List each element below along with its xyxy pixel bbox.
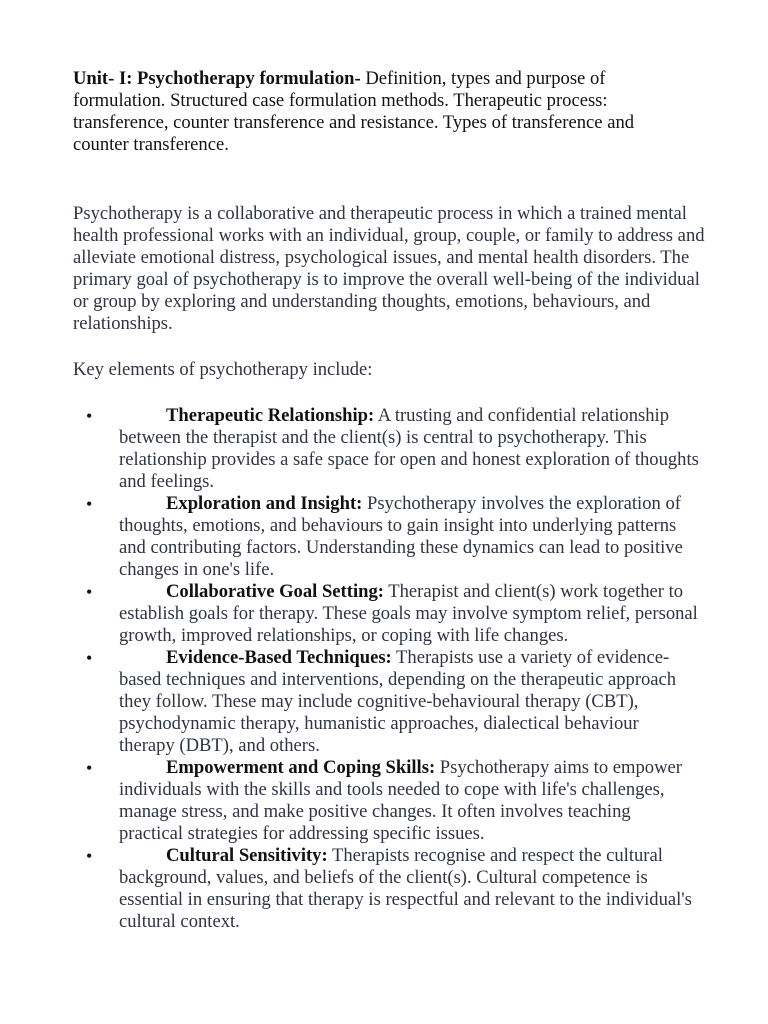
- list-item-cultural-sensitivity: [0, 845, 699, 933]
- item-term: Cultural Sensitivity:: [166, 845, 328, 866]
- unit-description: Definition, types and purpose of formulation. Structured case formulation methods. Therapeutic process: transference, counter transference and resistance. Types of transference and counter transference.: [73, 68, 635, 155]
- item-text: Psychotherapy aims to empower individuals with the skills and tools needed to cope with life's challenges, manage stress, and make positive changes. It often involves teaching practical strategies for addressing specific issues.: [119, 757, 682, 844]
- list-item-collaborative-goal-setting: [0, 581, 699, 647]
- list-item-evidence-based-techniques: [0, 647, 699, 757]
- item-term: Exploration and Insight:: [166, 493, 363, 514]
- item-text: Psychotherapy involves the exploration of thoughts, emotions, and behaviours to gain insight into underlying patterns and contributing factors. Understanding these dynamics can lead to positive changes in one's life.: [119, 493, 683, 580]
- bullet-icon: •: [86, 846, 93, 866]
- unit-heading: [73, 68, 683, 156]
- key-elements-list: [0, 405, 768, 933]
- item-term: Empowerment and Coping Skills:: [166, 757, 436, 778]
- intro-paragraph: Psychotherapy is a collaborative and therapeutic process in which a trained mental health professional works with an individual, group, couple, or family to address and alleviate emotional distress, psychological issues, and mental health disorders. The primary goal of psychotherapy is to improve the overall well-being of the individual or group by exploring and understanding thoughts, emotions, behaviours, and relationships.: [73, 203, 705, 334]
- list-item-empowerment-coping: [0, 757, 699, 845]
- item-term: Collaborative Goal Setting:: [166, 581, 384, 602]
- list-item-exploration-insight: [0, 493, 699, 581]
- bullet-icon: •: [86, 406, 93, 426]
- list-item-therapeutic-relationship: [0, 405, 699, 493]
- bullet-icon: •: [86, 582, 93, 602]
- item-term: Evidence-Based Techniques:: [166, 647, 392, 668]
- bullet-icon: •: [86, 494, 93, 514]
- item-text: Therapists recognise and respect the cultural background, values, and beliefs of the client(s). Cultural competence is essential in ensuring that therapy is respectful and relevant to the individual's cultural context.: [119, 845, 692, 932]
- bullet-icon: •: [86, 648, 93, 668]
- item-text: Therapist and client(s) work together to establish goals for therapy. These goals may involve symptom relief, personal growth, improved relationships, or coping with life changes.: [119, 581, 698, 646]
- item-term: Therapeutic Relationship:: [166, 405, 375, 426]
- bullet-icon: •: [86, 758, 93, 778]
- unit-title: Unit- I: Psychotherapy formulation-: [73, 68, 361, 89]
- key-elements-heading: Key elements of psychotherapy include:: [73, 359, 373, 380]
- item-text: Therapists use a variety of evidence-based techniques and interventions, depending on the therapeutic approach they follow. These may include cognitive-behavioural therapy (CBT), psychodynamic therapy, humanistic approaches, dialectical behaviour therapy (DBT), and others.: [119, 647, 677, 756]
- item-text: A trusting and confidential relationship between the therapist and the client(s) is central to psychotherapy. This relationship provides a safe space for open and honest exploration of thoughts and feelings.: [119, 405, 699, 492]
